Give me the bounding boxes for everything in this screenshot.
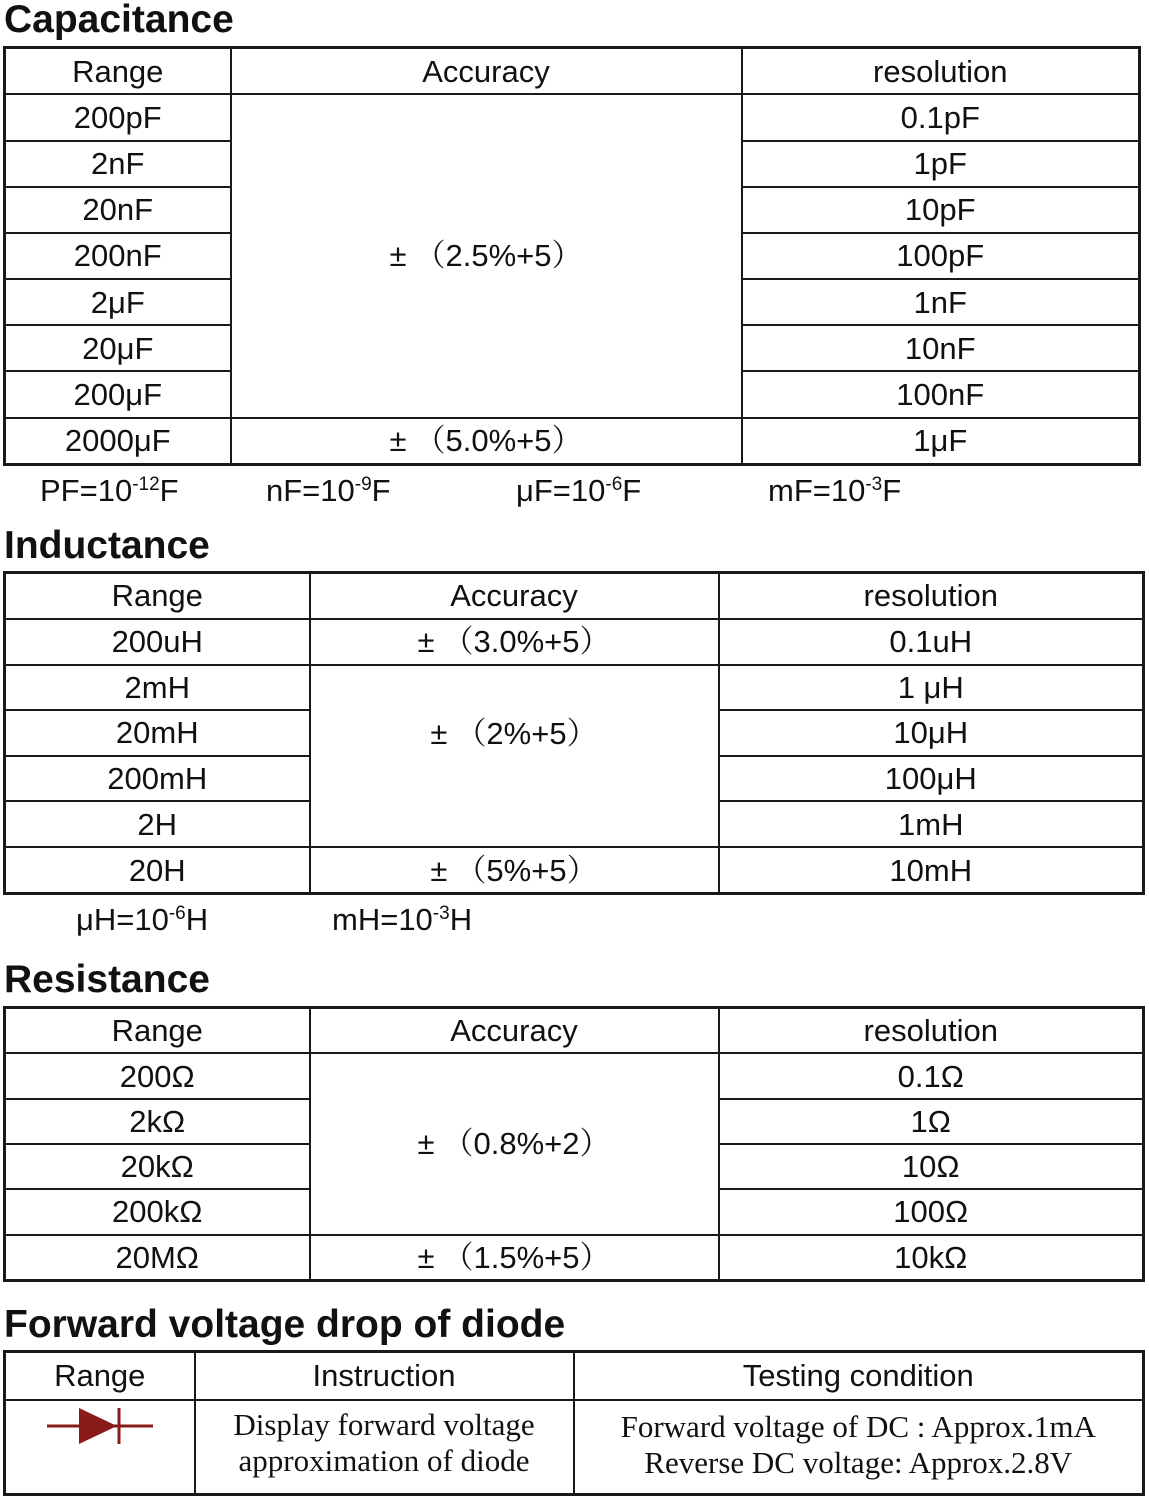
resolution-cell: 1pF [742, 141, 1140, 187]
diode-heading: Forward voltage drop of diode [4, 1303, 566, 1346]
accuracy-value: （5%+5） [455, 852, 598, 888]
inductance-table [3, 571, 1145, 895]
range-cell: 20μF [5, 325, 231, 371]
unit-note-nf: $nF=10^{-9}F$ [266, 473, 391, 508]
header-accuracy: Accuracy [231, 48, 742, 95]
table-header-row [5, 1008, 1144, 1054]
accuracy-cell [310, 619, 719, 665]
range-cell: 200kΩ [5, 1189, 310, 1234]
header-instruction: Instruction [195, 1352, 574, 1400]
accuracy-cell [231, 418, 742, 465]
plus-minus-symbol: ± [430, 852, 448, 888]
capacitance-table [3, 46, 1141, 466]
range-cell: 200pF [5, 94, 231, 140]
accuracy-cell [310, 847, 719, 893]
table-header-row [5, 573, 1144, 619]
resolution-cell: 10mH [719, 847, 1144, 893]
accuracy-cell [310, 1235, 719, 1281]
range-cell: 2kΩ [5, 1099, 310, 1144]
range-cell: 200uH [5, 619, 310, 665]
resolution-cell: 0.1pF [742, 94, 1140, 140]
instruction-line: Display forward voltage [233, 1406, 535, 1442]
range-cell: 20kΩ [5, 1144, 310, 1189]
accuracy-cell [310, 665, 719, 848]
range-cell: 20nF [5, 187, 231, 233]
resolution-cell: 0.1Ω [719, 1053, 1144, 1098]
header-accuracy: Accuracy [310, 1008, 719, 1054]
header-accuracy: Accuracy [310, 573, 719, 619]
resolution-cell: 100Ω [719, 1189, 1144, 1234]
resolution-cell: 10μH [719, 710, 1144, 756]
range-cell: 2H [5, 801, 310, 847]
accuracy-value: （2.5%+5） [414, 238, 583, 274]
range-cell: 2nF [5, 141, 231, 187]
table-row [5, 1235, 1144, 1281]
plus-minus-symbol: ± [417, 1239, 435, 1275]
unit-note-mf: $mF=10^{-3}F$ [768, 473, 902, 508]
plus-minus-symbol: ± [430, 715, 448, 751]
range-cell: 2000μF [5, 418, 231, 465]
testing-condition-cell [574, 1400, 1144, 1495]
condition-line: Reverse DC voltage: Approx.2.8V [644, 1444, 1073, 1480]
header-resolution: resolution [719, 573, 1144, 619]
table-header-row [5, 48, 1140, 95]
resolution-cell: 10nF [742, 325, 1140, 371]
instruction-cell [195, 1400, 574, 1495]
table-row [5, 94, 1140, 140]
resolution-cell: 1mH [719, 801, 1144, 847]
resistance-heading: Resistance [4, 958, 210, 1001]
unit-note-uf: $\mu F=10^{-6}F$ [516, 473, 642, 508]
accuracy-value: （3.0%+5） [442, 624, 611, 660]
resolution-cell: 1μF [742, 418, 1140, 465]
accuracy-value: （2%+5） [455, 715, 598, 751]
resolution-cell: 100μH [719, 756, 1144, 802]
accuracy-value: （0.8%+2） [442, 1126, 611, 1162]
range-cell: 20MΩ [5, 1235, 310, 1281]
header-range: Range [5, 1008, 310, 1054]
resistance-table [3, 1006, 1145, 1282]
plus-minus-symbol: ± [389, 238, 407, 274]
plus-minus-symbol: ± [417, 624, 435, 660]
table-row [5, 847, 1144, 893]
range-cell: 200μF [5, 371, 231, 417]
range-cell: 200Ω [5, 1053, 310, 1098]
resolution-cell: 0.1uH [719, 619, 1144, 665]
range-cell: 20H [5, 847, 310, 893]
unit-note-mh: $mH=10^{-3}H$ [332, 902, 473, 937]
table-row [5, 619, 1144, 665]
header-resolution: resolution [742, 48, 1140, 95]
table-row [5, 1400, 1144, 1495]
accuracy-cell [231, 94, 742, 417]
accuracy-value: （1.5%+5） [442, 1239, 611, 1275]
table-header-row [5, 1352, 1144, 1400]
resolution-cell: 100pF [742, 233, 1140, 279]
plus-minus-symbol: ± [417, 1126, 435, 1162]
range-cell: 200mH [5, 756, 310, 802]
accuracy-cell [310, 1053, 719, 1234]
resolution-cell: 100nF [742, 371, 1140, 417]
table-row [5, 665, 1144, 711]
condition-line: Forward voltage of DC : Approx.1mA [620, 1408, 1096, 1444]
range-cell: 2mH [5, 665, 310, 711]
resolution-cell: 1 μH [719, 665, 1144, 711]
inductance-heading: Inductance [4, 524, 210, 567]
header-testing-condition: Testing condition [574, 1352, 1144, 1400]
header-range: Range [5, 573, 310, 619]
unit-note-uh: $\mu H=10^{-6}H$ [76, 902, 209, 937]
instruction-line: approximation of diode [238, 1442, 530, 1478]
resolution-cell: 10kΩ [719, 1235, 1144, 1281]
plus-minus-symbol: ± [389, 423, 407, 459]
diode-range-cell [5, 1400, 195, 1495]
table-row [5, 418, 1140, 465]
accuracy-value: （5.0%+5） [414, 423, 583, 459]
diode-symbol-icon [45, 1405, 155, 1447]
range-cell: 200nF [5, 233, 231, 279]
range-cell: 2μF [5, 279, 231, 325]
header-resolution: resolution [719, 1008, 1144, 1054]
resolution-cell: 1nF [742, 279, 1140, 325]
resolution-cell: 10Ω [719, 1144, 1144, 1189]
resolution-cell: 1Ω [719, 1099, 1144, 1144]
header-range: Range [5, 48, 231, 95]
header-range: Range [5, 1352, 195, 1400]
table-row [5, 1053, 1144, 1098]
range-cell: 20mH [5, 710, 310, 756]
resolution-cell: 10pF [742, 187, 1140, 233]
unit-note-pf: $PF=10^{-12}F$ [40, 473, 179, 508]
diode-table [3, 1350, 1145, 1496]
capacitance-heading: Capacitance [4, 0, 234, 41]
